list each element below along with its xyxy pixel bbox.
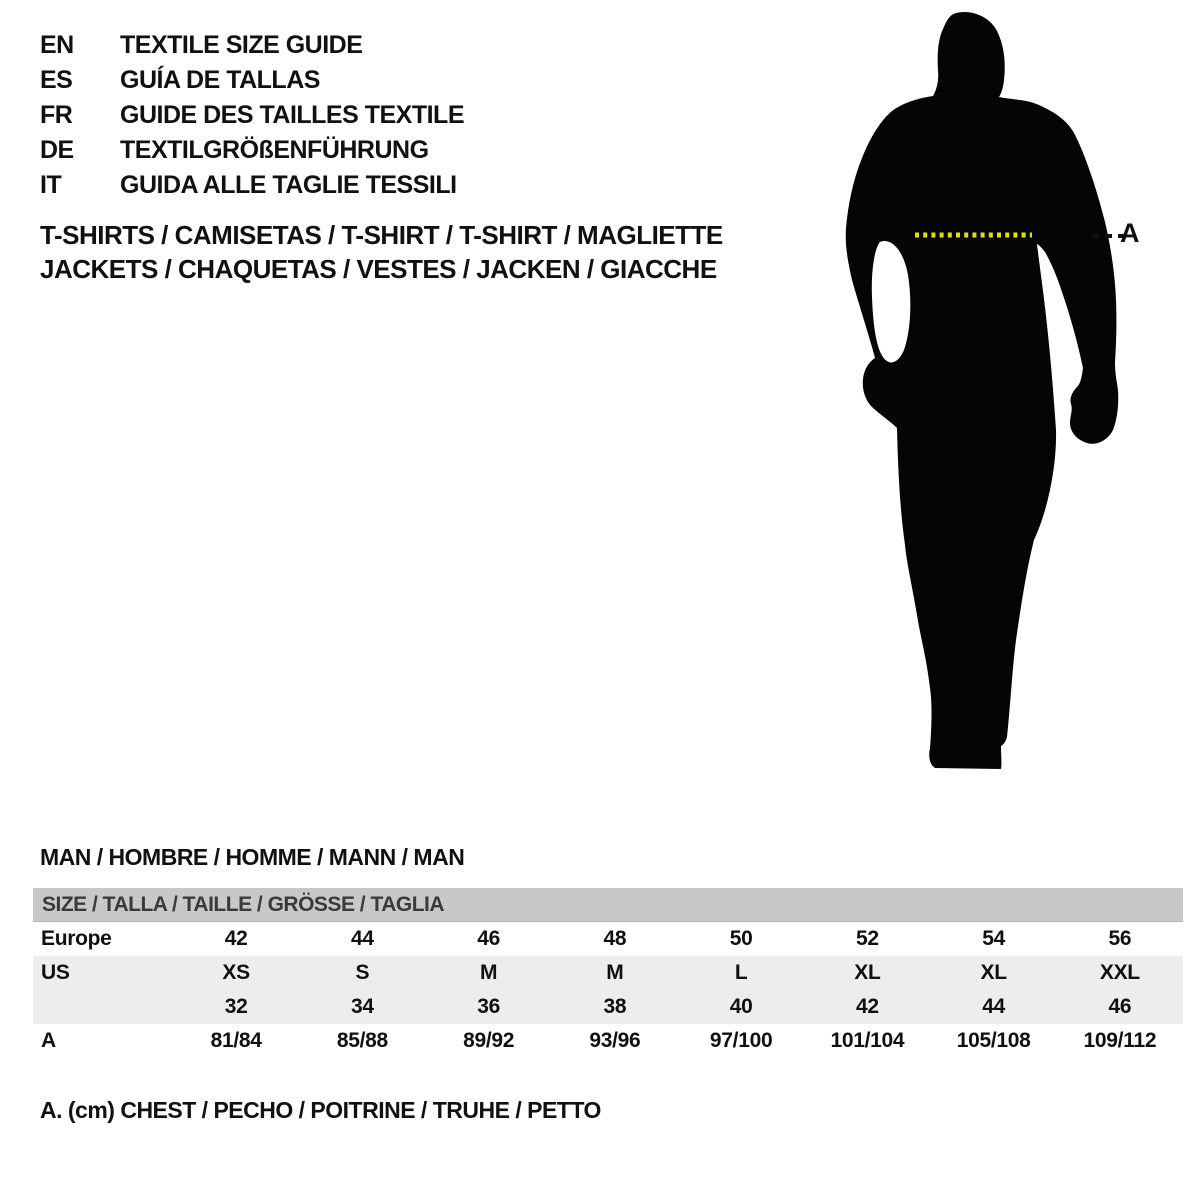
size-cell: 81/84 — [210, 1029, 262, 1052]
table-header-size: SIZE / TALLA / TAILLE / GRÖSSE / TAGLIA — [33, 888, 1183, 922]
size-cell: 46 — [1108, 995, 1132, 1018]
size-cell: 109/112 — [1083, 1029, 1157, 1052]
category-list — [40, 218, 723, 286]
size-cell: 56 — [1108, 927, 1132, 950]
size-cell: 85/88 — [336, 1029, 388, 1052]
table-row-chest-a — [33, 1024, 1183, 1058]
table-row-us-numeric — [33, 990, 1183, 1024]
size-cell: S — [355, 961, 370, 984]
size-cell: 46 — [477, 927, 500, 950]
size-cell: 105/108 — [956, 1029, 1031, 1052]
size-cell: 52 — [855, 927, 879, 950]
language-title: GUÍA DE TALLAS — [120, 66, 320, 94]
language-code: FR — [40, 101, 73, 129]
size-cell: 97/100 — [709, 1029, 773, 1052]
size-cell: M — [480, 961, 498, 984]
footnote-chest-legend: A. (cm) CHEST / PECHO / POITRINE / TRUHE / PETTO — [40, 1097, 601, 1123]
table-row-us — [33, 956, 1183, 990]
language-title: GUIDE DES TAILLES TEXTILE — [120, 101, 465, 129]
size-cell: XS — [222, 961, 250, 984]
language-list — [40, 28, 464, 203]
language-row — [40, 98, 464, 133]
size-cell: 54 — [982, 927, 1005, 950]
size-cell: 50 — [729, 927, 753, 950]
language-row — [40, 28, 464, 63]
row-label: A — [41, 1029, 56, 1052]
language-code: EN — [40, 31, 74, 59]
size-cell: XL — [980, 961, 1007, 984]
table-row-europe — [33, 922, 1183, 956]
size-cell: M — [606, 961, 624, 984]
language-title: GUIDA ALLE TAGLIE TESSILI — [120, 171, 457, 199]
man-silhouette — [820, 0, 1200, 800]
size-cell: 101/104 — [830, 1029, 905, 1052]
language-title: TEXTILE SIZE GUIDE — [120, 31, 363, 59]
language-code: IT — [40, 171, 62, 199]
size-cell: 89/92 — [463, 1029, 515, 1052]
size-cell: 44 — [350, 927, 374, 950]
size-cell: 34 — [350, 995, 374, 1018]
language-row — [40, 133, 464, 168]
row-label: Europe — [41, 927, 112, 950]
size-cell: 36 — [477, 995, 500, 1018]
language-code: DE — [40, 136, 74, 164]
size-cell: 44 — [982, 995, 1005, 1018]
size-cell: L — [734, 961, 748, 984]
size-cell: 93/96 — [589, 1029, 641, 1052]
size-cell: 40 — [729, 995, 753, 1018]
language-code: ES — [40, 66, 73, 94]
size-cell: 48 — [603, 927, 627, 950]
section-title-man: MAN / HOMBRE / HOMME / MANN / MAN — [40, 844, 465, 870]
size-cell: 38 — [603, 995, 627, 1018]
size-cell: 32 — [224, 995, 248, 1018]
size-cell: XXL — [1099, 961, 1140, 984]
row-label: US — [41, 961, 70, 984]
size-cell: XL — [854, 961, 881, 984]
language-title: TEXTILGRÖßENFÜHRUNG — [120, 136, 429, 164]
category-line-tshirts: T-SHIRTS / CAMISETAS / T-SHIRT / T-SHIRT / MAGLIETTE — [40, 220, 723, 250]
language-row — [40, 63, 464, 98]
category-line-jackets: JACKETS / CHAQUETAS / VESTES / JACKEN / GIACCHE — [40, 254, 717, 284]
size-cell: 42 — [855, 995, 879, 1018]
measurement-label-a: A — [1120, 218, 1140, 248]
size-cell: 42 — [224, 927, 248, 950]
size-table — [33, 888, 1183, 1058]
language-row — [40, 168, 464, 203]
